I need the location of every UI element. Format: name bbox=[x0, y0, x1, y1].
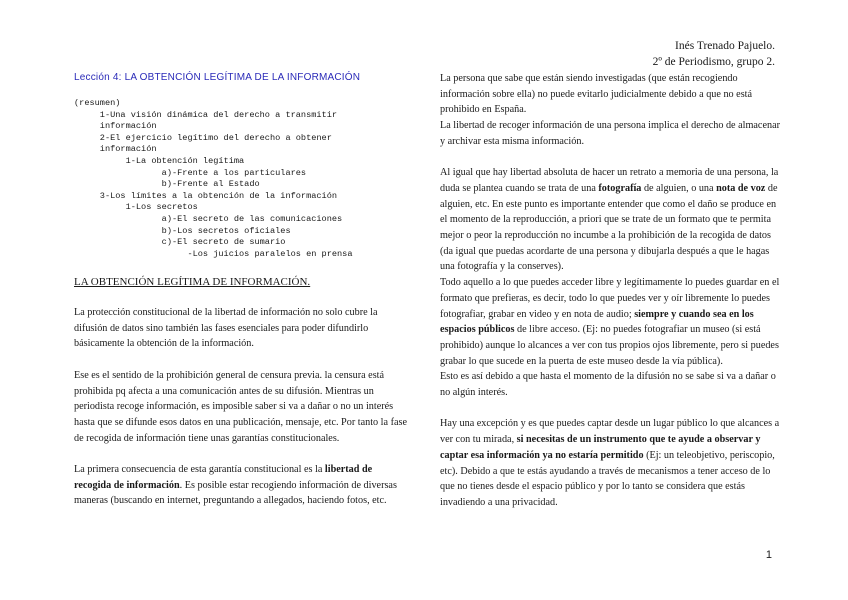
section-heading: LA OBTENCIÓN LEGÍTIMA DE INFORMACIÓN. bbox=[74, 276, 311, 288]
page-number: 1 bbox=[765, 549, 772, 561]
summary-label: (resumen) bbox=[74, 98, 121, 108]
paragraph: Esto es así debido a que hasta el momento de la difusión no se sabe si va a dañar o no algún interés. bbox=[440, 371, 776, 399]
summary-line: b)-Frente al Estado bbox=[74, 179, 260, 190]
summary-line: 1-La obtención legítima bbox=[74, 155, 245, 166]
author-block bbox=[653, 38, 775, 70]
paragraph: La protección constitucional de la libertad de información no solo cubre la difusión de datos sino también las fases esenciales para poder difundirlo básicamente la obtención de la información. bbox=[74, 307, 378, 350]
lesson-title: Lección 4: LA OBTENCIÓN LEGÍTIMA DE LA INFORMACIÓN bbox=[74, 72, 361, 83]
summary-line: información bbox=[74, 144, 157, 155]
paragraph: Al igual que hay libertad absoluta de hacer un retrato a memoria de una persona, la duda se plantea cuando se trata de una fotografía de alguien, o una nota de voz de alguien, etc. En este punto es importante entender que como el daño se produce en el momento de la reproducción, a priori que se trate de un formato que te permita mejor o peor la reproducción no incumbe a la prohibición de la recogida de datos (da igual que puedas acordarte de una persona y dibujarla después a que le hagas una fotografía y la conserves). bbox=[440, 167, 779, 273]
summary-line: a)-El secreto de las comunicaciones bbox=[74, 213, 343, 224]
summary-line: información bbox=[74, 121, 157, 132]
paragraph: La persona que sabe que están siendo investigadas (que están recogiendo información sobre ella) no puede evitarlo judicialmente debido a que no está prohibido en España. bbox=[440, 73, 753, 116]
summary-line: 2-El ejercicio legítimo del derecho a obtener bbox=[74, 132, 332, 143]
paragraph: La primera consecuencia de esta garantía constitucional es la libertad de recogida de información. Es posible estar recogiendo información de diversas maneras (buscando en internet, preguntando a allegados, haciendo fotos, etc. bbox=[74, 464, 397, 507]
left-column bbox=[74, 305, 408, 509]
paragraph: Ese es el sentido de la prohibición general de censura previa. la censura está prohibida pq afecta a una comunicación antes de su difusión. Mientras un periodista recoge información, es imposible saber si va a dañar o no un interés hasta que se difunde esos datos en una publicación, mensaje, etc. Por tanto la fase de recogida de información tiene unas garantías constitucionales. bbox=[74, 369, 407, 444]
summary-line: a)-Frente a los particulares bbox=[74, 167, 307, 178]
summary-line: 1-Los secretos bbox=[74, 202, 198, 213]
paragraph: La libertad de recoger información de una persona implica el derecho de almacenar y archivar esta misma información. bbox=[440, 120, 780, 147]
bold-term: si necesitas de un instrumento que te ayude a observar y captar esa información ya no estaría permitido bbox=[440, 434, 761, 461]
paragraph: Hay una excepción y es que puedes captar desde un lugar público lo que alcances a ver con tu mirada, si necesitas de un instrumento que te ayude a observar y captar esa información ya no estaría permitido (Ej: un teleobjetivo, periscopio, etc). Debido a que te estás ayudando a través de mecanismos a tener acceso de lo que no tienes desde el espacio público y por lo tanto se considera que estás invadiendo a una privacidad. bbox=[440, 418, 780, 508]
bold-term: nota de voz bbox=[716, 182, 766, 194]
right-column bbox=[440, 71, 780, 511]
summary-outline bbox=[74, 98, 352, 260]
summary-line: c)-El secreto de sumario bbox=[74, 237, 286, 248]
bold-term: libertad de recogida de información bbox=[74, 464, 373, 491]
summary-line: 1-Una visión dinámica del derecho a transmitir bbox=[74, 109, 338, 120]
bold-term: siempre y cuando sea en los espacios públicos bbox=[440, 308, 754, 336]
bold-term: fotografía bbox=[598, 182, 642, 194]
paragraph: Todo aquello a lo que puedes acceder libre y legítimamente lo puedes guardar en el formato que prefieras, es decir, todo lo que puedes ver y oír libremente lo puedes fotografiar, grabar en video y en nota de audio; siempre y cuando sea en los espacios públicos de libre acceso. (Ej: no puedes fotografiar un museo (si está prohibido) aunque lo alcances a ver con tus propios ojos libremente, pero si puedes grabar lo que sucede en la puerta de este museo desde la vía pública). bbox=[440, 277, 780, 367]
author-name: Inés Trenado Pajuelo. bbox=[675, 40, 775, 52]
course-info: 2º de Periodismo, grupo 2. bbox=[652, 56, 775, 68]
summary-line: -Los juicios paralelos en prensa bbox=[74, 248, 353, 259]
summary-line: 3-Los límites a la obtención de la información bbox=[74, 190, 338, 201]
summary-line: b)-Los secretos oficiales bbox=[74, 225, 291, 236]
